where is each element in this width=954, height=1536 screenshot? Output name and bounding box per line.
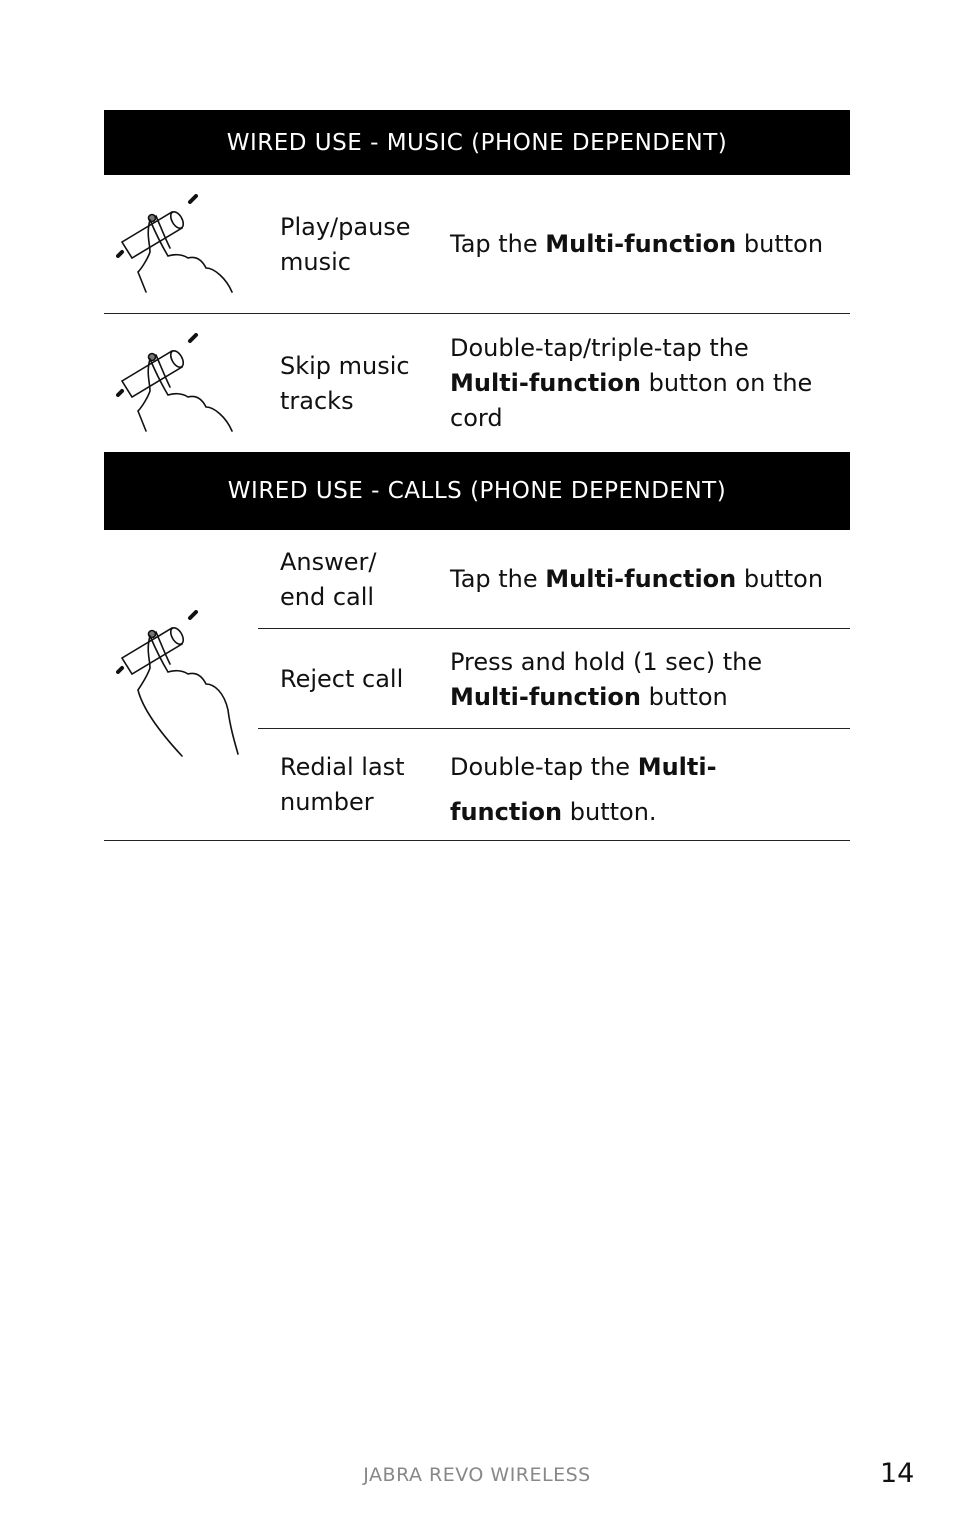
instruction-text: Press and hold (1 sec) the Multi-function button <box>450 648 763 711</box>
footer-product-name: JABRA REVO WIRELESS <box>363 1464 591 1486</box>
section-header-calls <box>104 452 850 530</box>
table-bottom-border <box>104 840 850 841</box>
multi-function-term: Multi-function <box>545 230 737 258</box>
page-number: 14 <box>880 1458 915 1489</box>
finger-tap-cord-icon <box>116 610 242 764</box>
multi-function-term: Multi-function <box>450 369 641 397</box>
finger-tap-cord-icon <box>116 333 236 437</box>
row-divider <box>104 313 850 314</box>
action-label: Redial last number <box>280 753 405 816</box>
instruction-text: Double-tap the Multi-function button. <box>450 753 717 826</box>
section-header-music <box>104 110 850 175</box>
instruction-text: Tap the Multi-function button <box>450 565 824 593</box>
section-title: WIRED USE - MUSIC (PHONE DEPENDENT) <box>226 129 728 156</box>
action-label: Play/pause music <box>280 213 411 276</box>
multi-function-term: Multi-function <box>450 683 641 711</box>
instruction-text: Tap the Multi-function button <box>450 230 824 258</box>
action-label: Skip music tracks <box>280 352 410 415</box>
multi-function-term: Multi-function <box>450 753 717 826</box>
action-label: Answer/ end call <box>280 548 377 611</box>
section-title: WIRED USE - CALLS (PHONE DEPENDENT) <box>227 478 727 504</box>
action-label: Reject call <box>280 665 404 693</box>
instruction-text: Double-tap/triple-tap the Multi-function button on the cord <box>450 334 813 432</box>
multi-function-term: Multi-function <box>545 565 737 593</box>
finger-tap-cord-icon <box>116 194 236 298</box>
row-divider <box>258 728 850 729</box>
row-divider <box>258 628 850 629</box>
